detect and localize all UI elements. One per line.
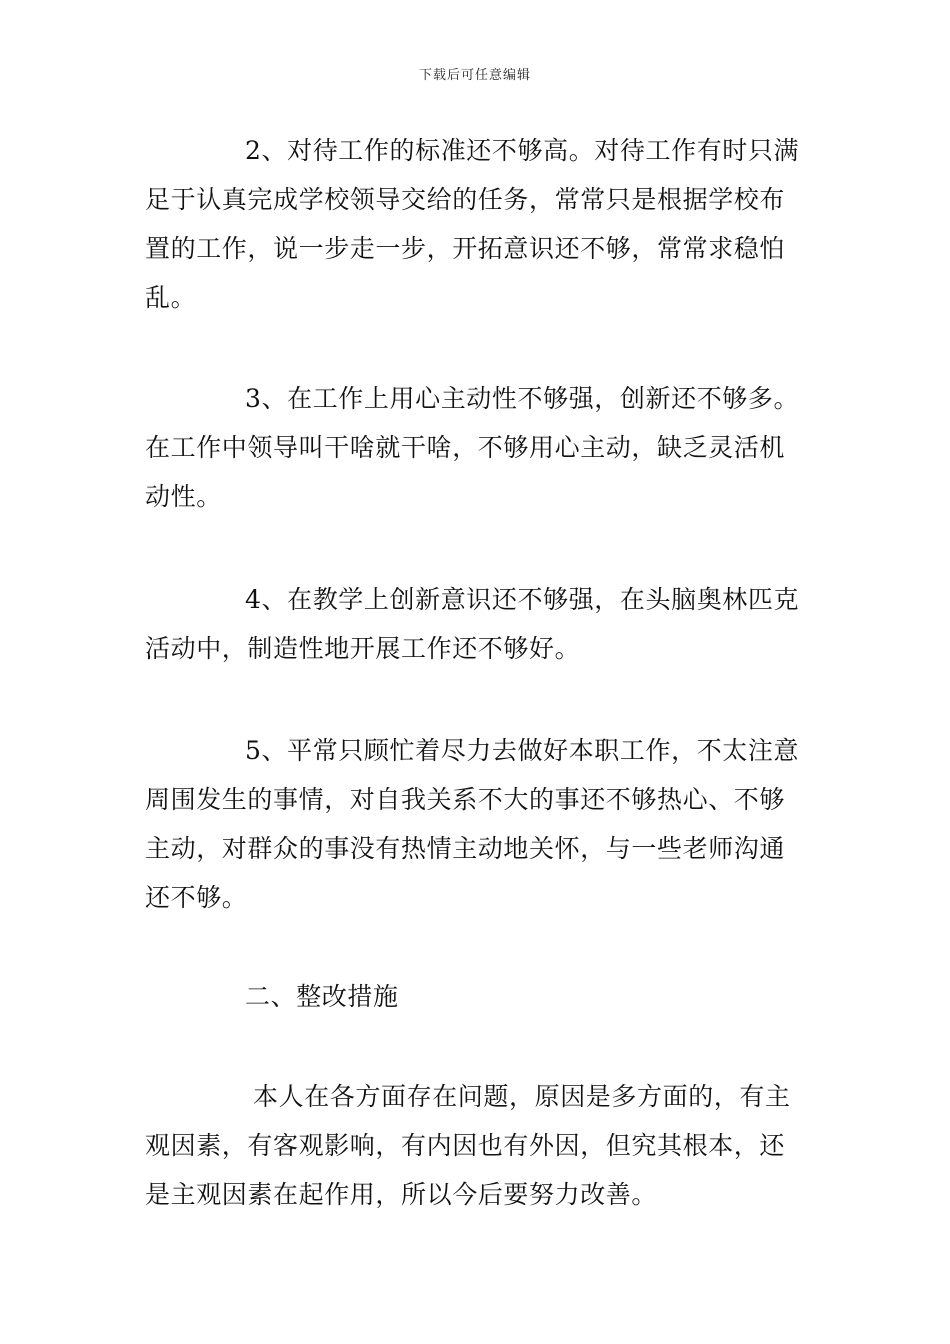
paragraph-item-2: 2、对待工作的标准还不够高。对待工作有时只满足于认真完成学校领导交给的任务，常常只是根据学校布置的工作，说一步走一步，开拓意识还不够，常常求稳怕乱。 — [145, 136, 800, 312]
paragraph-item-4: 4、在教学上创新意识还不够强，在头脑奥林匹克活动中，制造性地开展工作还不够好。 — [145, 585, 800, 663]
paragraph-rectification-intro: 本人在各方面存在问题，原因是多方面的，有主观因素，有客观影响，有内因也有外因，但究其根本，还是主观因素在起作用，所以今后要努力改善。 — [145, 1082, 791, 1209]
header-note: 下载后可任意编辑 — [418, 68, 531, 83]
paragraph-item-3: 3、在工作上用心主动性不够强，创新还不够多。在工作中领导叫干啥就干啥，不够用心主动，缺乏灵活机动性。 — [145, 384, 800, 511]
paragraph-item-5: 5、平常只顾忙着尽力去做好本职工作，不太注意周围发生的事情，对自我关系不大的事还不够热心、不够主动，对群众的事没有热情主动地关怀，与一些老师沟通还不够。 — [145, 736, 800, 912]
section-heading-rectification: 二、整改措施 — [245, 982, 399, 1011]
